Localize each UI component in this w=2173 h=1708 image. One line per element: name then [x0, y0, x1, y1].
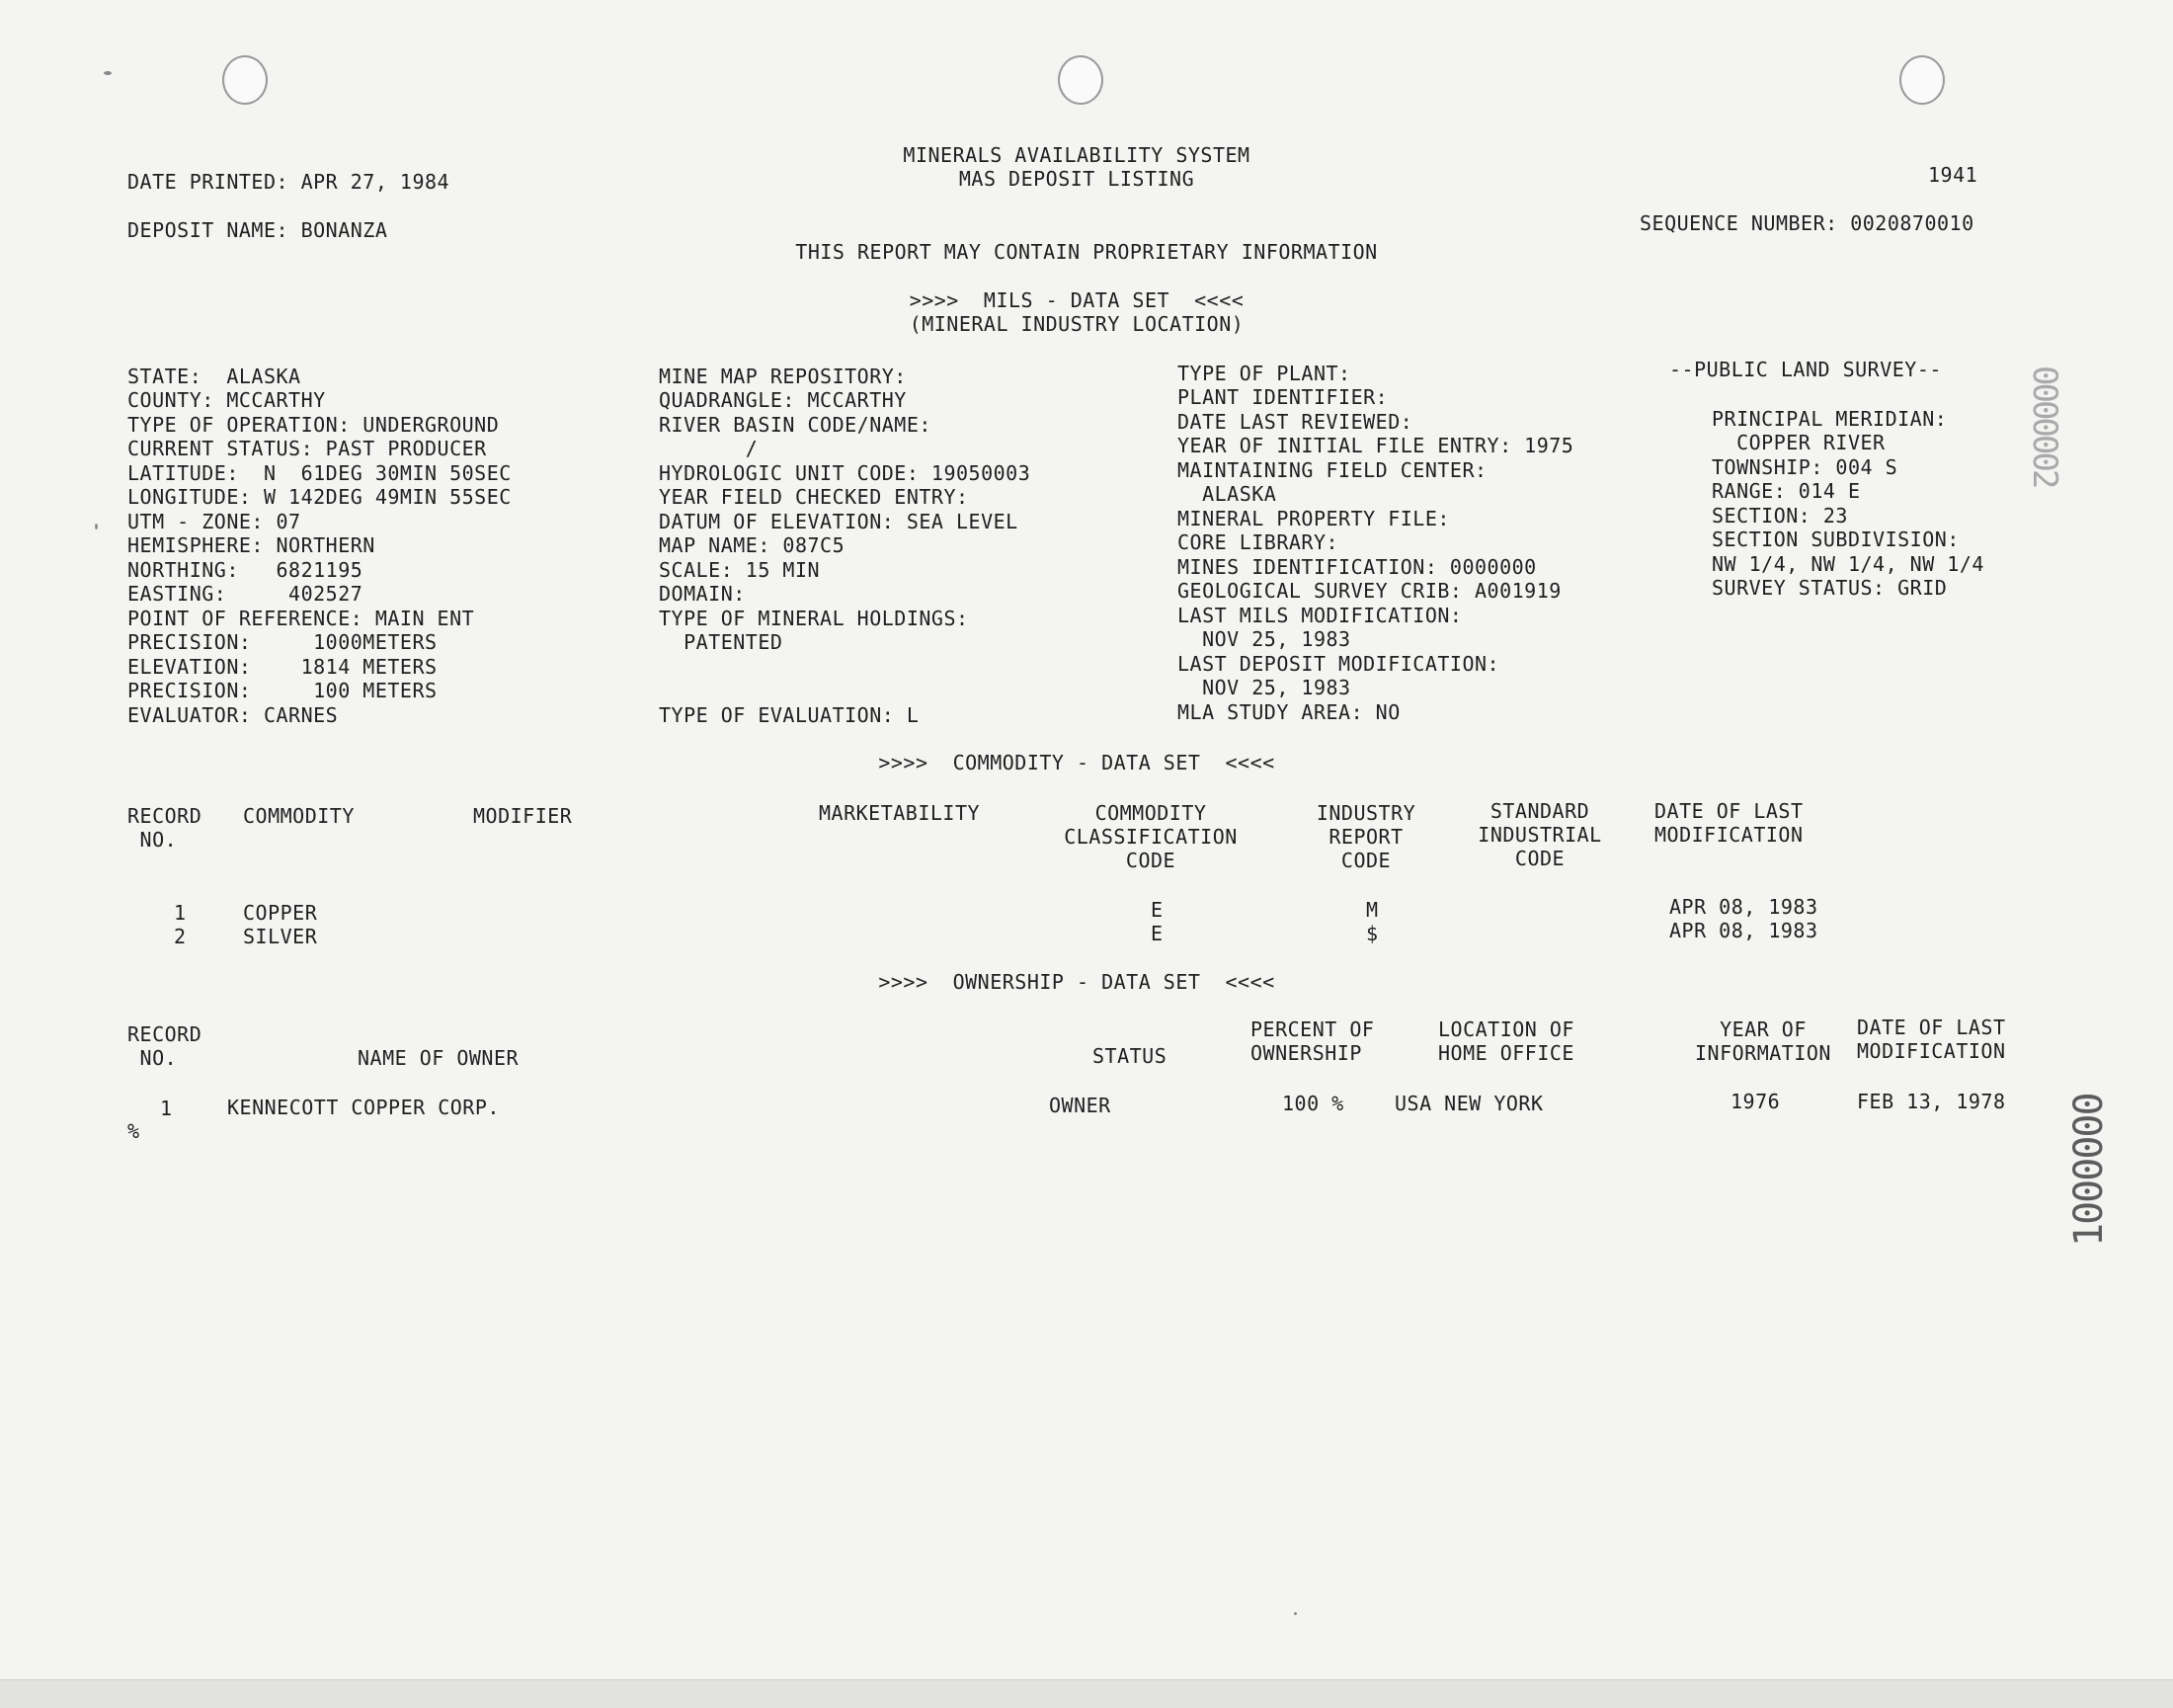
mils-field: NOV 25, 1983 — [1177, 627, 1351, 651]
owner-record-no: 1 — [160, 1097, 173, 1120]
mils-field: TYPE OF MINERAL HOLDINGS: — [659, 607, 969, 630]
end-of-record-mark: % — [127, 1119, 140, 1143]
mils-field: COUNTY: MCCARTHY — [127, 388, 326, 412]
pls-field: SECTION: 23 — [1712, 504, 1848, 528]
mils-field: RIVER BASIN CODE/NAME: — [659, 413, 931, 437]
mils-field: PLANT IDENTIFIER: — [1177, 385, 1389, 409]
mils-field: MINERAL PROPERTY FILE: — [1177, 507, 1450, 530]
page-bottom-edge — [0, 1679, 2173, 1708]
margin-stamp-faint: 0000002 — [2025, 366, 2064, 487]
commodity-header-marketability: MARKETABILITY — [819, 801, 981, 825]
mils-field: MAINTAINING FIELD CENTER: — [1177, 458, 1488, 482]
commodity-record-no: 2 — [174, 925, 187, 948]
mils-field: / — [659, 437, 759, 460]
mils-field: PRECISION: 100 METERS — [127, 679, 438, 702]
mils-field: ELEVATION: 1814 METERS — [127, 655, 438, 679]
mils-field: HEMISPHERE: NORTHERN — [127, 533, 375, 557]
mils-field: EVALUATOR: CARNES — [127, 703, 339, 727]
deposit-name: DEPOSIT NAME: BONANZA — [127, 218, 388, 242]
commodity-header-record: RECORD NO. — [127, 804, 202, 852]
mils-subheading: (MINERAL INDUSTRY LOCATION) — [909, 312, 1245, 336]
mils-field: NOV 25, 1983 — [1177, 676, 1351, 699]
commodity-header-commodity: COMMODITY — [243, 804, 355, 828]
mils-field: YEAR FIELD CHECKED ENTRY: — [659, 485, 969, 509]
commodity-classification: E — [1151, 898, 1164, 922]
mils-field: QUADRANGLE: MCCARTHY — [659, 388, 907, 412]
commodity-classification: E — [1151, 922, 1164, 945]
pls-field: NW 1/4, NW 1/4, NW 1/4 — [1712, 552, 1984, 576]
ownership-heading: >>>> OWNERSHIP - DATA SET <<<< — [878, 970, 1275, 994]
owner-name: KENNECOTT COPPER CORP. — [227, 1096, 500, 1119]
binder-hole-right — [1899, 55, 1945, 105]
commodity-name: SILVER — [243, 925, 318, 948]
mils-field: LATITUDE: N 61DEG 30MIN 50SEC — [127, 461, 512, 485]
scan-speck — [95, 524, 98, 529]
page-number: 1941 — [1928, 163, 1978, 187]
mils-field: TYPE OF OPERATION: UNDERGROUND — [127, 413, 500, 437]
owner-percent: 100 % — [1282, 1092, 1344, 1115]
mils-field: EASTING: 402527 — [127, 582, 363, 606]
mils-field: POINT OF REFERENCE: MAIN ENT — [127, 607, 475, 630]
mils-field: TYPE OF EVALUATION: L — [659, 703, 920, 727]
commodity-header-date: DATE OF LAST MODIFICATION — [1654, 799, 1804, 847]
scan-speck — [1294, 1612, 1297, 1615]
commodity-industry-code: $ — [1366, 922, 1379, 945]
mils-field: LAST MILS MODIFICATION: — [1177, 604, 1463, 627]
owner-status: OWNER — [1049, 1094, 1111, 1117]
mils-field: UTM - ZONE: 07 — [127, 510, 301, 533]
binder-hole-left — [222, 55, 268, 105]
ownership-header-name: NAME OF OWNER — [358, 1046, 520, 1070]
mils-heading: >>>> MILS - DATA SET <<<< — [909, 288, 1245, 312]
listing-title: MAS DEPOSIT LISTING — [958, 167, 1195, 191]
sequence-number: SEQUENCE NUMBER: 0020870010 — [1640, 211, 1974, 235]
mils-field: SCALE: 15 MIN — [659, 558, 821, 582]
commodity-header-classification: COMMODITY CLASSIFICATION CODE — [1064, 801, 1238, 872]
mils-field: DATE LAST REVIEWED: — [1177, 410, 1413, 434]
ownership-header-record: RECORD NO. — [127, 1022, 202, 1070]
pls-field: COPPER RIVER — [1712, 431, 1886, 454]
mils-field: NORTHING: 6821195 — [127, 558, 363, 582]
mils-field: PATENTED — [659, 630, 783, 654]
mils-field: PRECISION: 1000METERS — [127, 630, 438, 654]
mils-field: DOMAIN: — [659, 582, 746, 606]
commodity-date: APR 08, 1983 — [1669, 919, 1818, 942]
mils-field: MINE MAP REPOSITORY: — [659, 365, 907, 388]
date-printed: DATE PRINTED: APR 27, 1984 — [127, 170, 450, 194]
mils-field: HYDROLOGIC UNIT CODE: 19050003 — [659, 461, 1031, 485]
mils-field: LAST DEPOSIT MODIFICATION: — [1177, 652, 1500, 676]
mils-field: ALASKA — [1177, 482, 1277, 506]
mils-field: YEAR OF INITIAL FILE ENTRY: 1975 — [1177, 434, 1574, 457]
ownership-header-location: LOCATION OF HOME OFFICE — [1438, 1017, 1574, 1065]
owner-date: FEB 13, 1978 — [1857, 1090, 2006, 1113]
ownership-header-percent: PERCENT OF OWNERSHIP — [1250, 1017, 1375, 1065]
owner-location: USA NEW YORK — [1395, 1092, 1544, 1115]
owner-year: 1976 — [1730, 1090, 1781, 1113]
commodity-header-industry: INDUSTRY REPORT CODE — [1316, 801, 1416, 872]
commodity-heading: >>>> COMMODITY - DATA SET <<<< — [878, 751, 1275, 774]
mils-field: TYPE OF PLANT: — [1177, 362, 1351, 385]
pls-field: PRINCIPAL MERIDIAN: — [1712, 407, 1948, 431]
scan-speck — [104, 71, 112, 75]
mils-field: MAP NAME: 087C5 — [659, 533, 845, 557]
proprietary-notice: THIS REPORT MAY CONTAIN PROPRIETARY INFORMATION — [795, 240, 1378, 264]
mils-field: DATUM OF ELEVATION: SEA LEVEL — [659, 510, 1018, 533]
ownership-header-year: YEAR OF INFORMATION — [1695, 1017, 1831, 1065]
mils-field: CORE LIBRARY: — [1177, 530, 1339, 554]
binder-hole-center — [1058, 55, 1103, 105]
commodity-industry-code: M — [1366, 898, 1379, 922]
mils-field: CURRENT STATUS: PAST PRODUCER — [127, 437, 487, 460]
pls-field: RANGE: 014 E — [1712, 479, 1861, 503]
commodity-header-sic: STANDARD INDUSTRIAL CODE — [1478, 799, 1602, 870]
mils-field: LONGITUDE: W 142DEG 49MIN 55SEC — [127, 485, 512, 509]
ownership-header-status: STATUS — [1092, 1044, 1167, 1068]
commodity-header-modifier: MODIFIER — [473, 804, 573, 828]
mils-field: MINES IDENTIFICATION: 0000000 — [1177, 555, 1537, 579]
pls-field: SECTION SUBDIVISION: — [1712, 528, 1960, 551]
commodity-name: COPPER — [243, 901, 318, 925]
commodity-record-no: 1 — [174, 901, 187, 925]
mils-field: STATE: ALASKA — [127, 365, 301, 388]
system-title: MINERALS AVAILABILITY SYSTEM — [903, 143, 1250, 167]
commodity-date: APR 08, 1983 — [1669, 895, 1818, 919]
pls-field: TOWNSHIP: 004 S — [1712, 455, 1898, 479]
mils-field: GEOLOGICAL SURVEY CRIB: A001919 — [1177, 579, 1562, 603]
margin-stamp-serial: 1000000 — [2066, 1094, 2112, 1247]
pls-heading: --PUBLIC LAND SURVEY-- — [1669, 358, 1942, 381]
pls-field: SURVEY STATUS: GRID — [1712, 576, 1948, 600]
ownership-header-date: DATE OF LAST MODIFICATION — [1857, 1016, 2006, 1063]
mils-field: MLA STUDY AREA: NO — [1177, 700, 1401, 724]
